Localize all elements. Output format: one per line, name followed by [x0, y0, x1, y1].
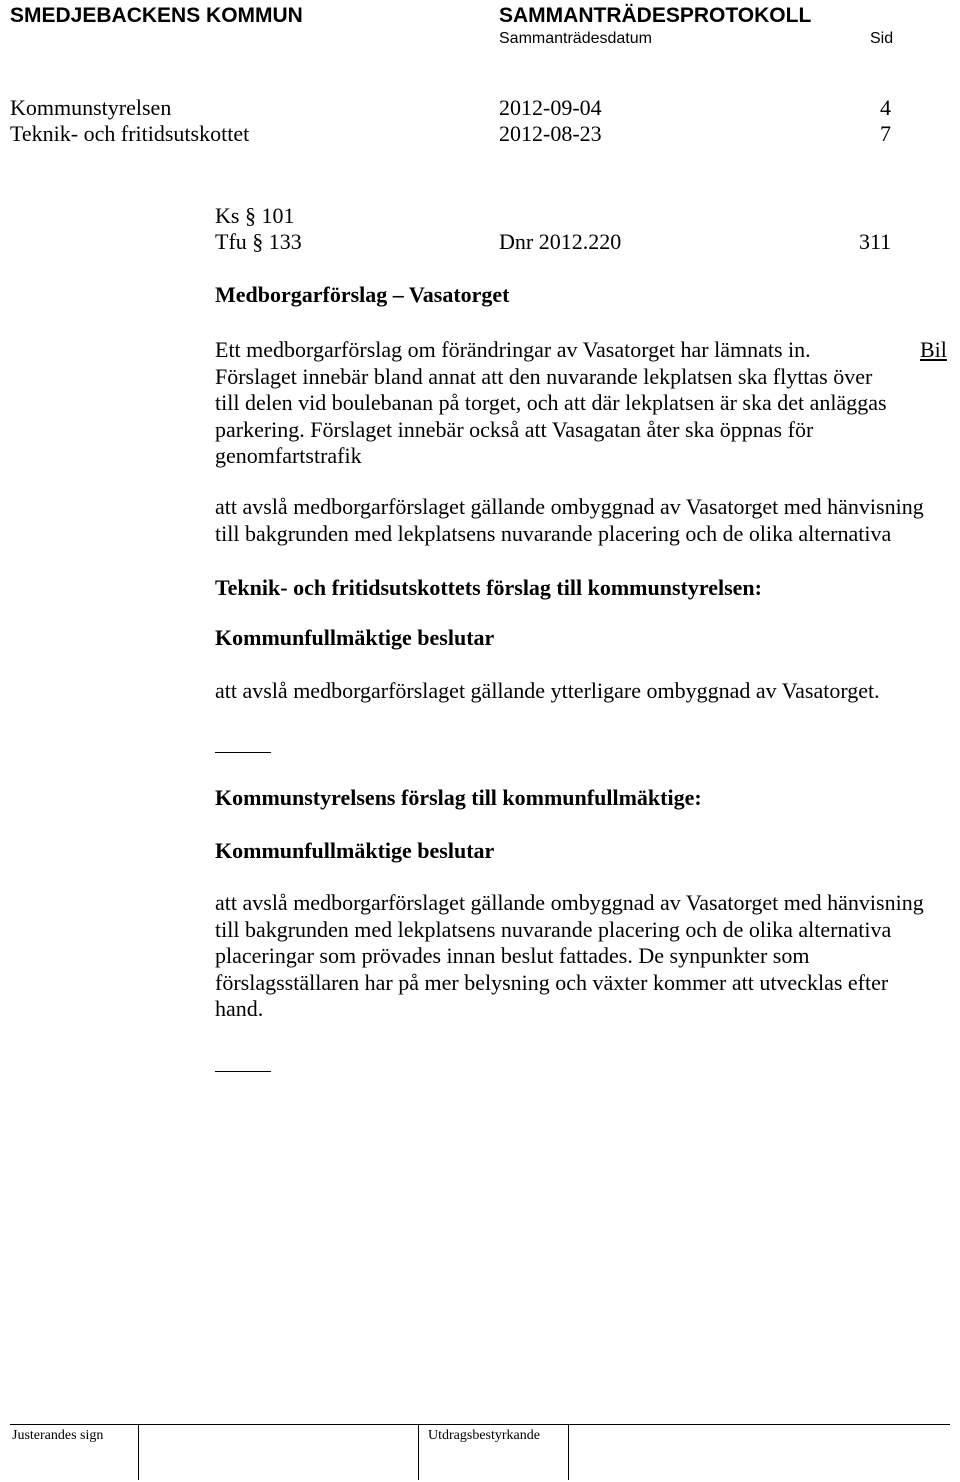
case-title: Medborgarförslag – Vasatorget	[215, 282, 510, 307]
paragraph-line: hand.	[215, 996, 264, 1021]
paragraph-line: att avslå medborgarförslaget gällande ombyggnad av Vasatorget med hänvisning	[215, 494, 924, 519]
intro-line: till delen vid boulebanan på torget, och att där lekplatsen är ska det anläggas	[215, 390, 887, 415]
case-code: 311	[859, 229, 892, 254]
municipality-name: SMEDJEBACKENS KOMMUN	[10, 4, 303, 27]
footer-divider	[568, 1424, 569, 1480]
meeting-body-1: Kommunstyrelsen	[10, 95, 172, 120]
kf-decides-heading-2: Kommunfullmäktige beslutar	[215, 838, 495, 863]
paragraph-line: att avslå medborgarförslaget gällande ombyggnad av Vasatorget med hänvisning	[215, 890, 924, 915]
certifier-label: Utdragsbestyrkande	[428, 1428, 540, 1443]
footer-divider	[138, 1424, 139, 1480]
footer-rule	[10, 1424, 950, 1425]
paragraph-line: förslagsställaren har på mer belysning och växter kommer att utvecklas efter	[215, 969, 889, 995]
separator-line	[215, 752, 271, 753]
meeting-body-2: Teknik- och fritidsutskottet	[10, 121, 250, 146]
intro-line: parkering. Förslaget innebär också att Vasagatan åter ska öppnas för	[215, 416, 814, 442]
signature-label: Justerandes sign	[12, 1428, 104, 1443]
meeting-page-2: 7	[880, 121, 891, 146]
tfu-paragraph-ref: Tfu § 133	[215, 229, 302, 254]
meeting-date-2: 2012-08-23	[499, 121, 602, 146]
tfu-decision-text: att avslå medborgarförslaget gällande ytterligare ombyggnad av Vasatorget.	[215, 678, 880, 703]
document-type: SAMMANTRÄDESPROTOKOLL	[499, 4, 812, 27]
intro-line: genomfartstrafik	[215, 443, 362, 468]
kf-decides-heading-1: Kommunfullmäktige beslutar	[215, 625, 495, 650]
paragraph-line: placeringar som prövades innan beslut fattades. De synpunkter som	[215, 943, 810, 968]
footer-divider	[418, 1424, 419, 1480]
intro-line: Ett medborgarförslag om förändringar av Vasatorget har lämnats in.	[215, 337, 811, 362]
ks-decision-paragraph	[215, 494, 950, 547]
tfu-proposal-heading: Teknik- och fritidsutskottets förslag till kommunstyrelsen:	[215, 575, 762, 600]
attachment-reference: Bil	[920, 337, 947, 362]
page-column-label: Sid	[870, 30, 894, 47]
paragraph-line: till bakgrunden med lekplatsens nuvarande placering och de olika alternativa	[215, 520, 892, 546]
meeting-date-1: 2012-09-04	[499, 95, 602, 120]
ks-final-decision-paragraph	[215, 890, 950, 1023]
diary-number: Dnr 2012.220	[499, 229, 622, 254]
separator-line	[215, 1071, 271, 1072]
paragraph-line: till bakgrunden med lekplatsens nuvarande placering och de olika alternativa	[215, 916, 892, 942]
ks-paragraph-ref: Ks § 101	[215, 203, 295, 228]
meeting-page-1: 4	[880, 95, 891, 120]
ks-proposal-heading: Kommunstyrelsens förslag till kommunfullmäktige:	[215, 785, 702, 810]
date-column-label: Sammanträdesdatum	[499, 30, 652, 47]
intro-paragraph	[215, 337, 950, 470]
intro-line: Förslaget innebär bland annat att den nuvarande lekplatsen ska flyttas över	[215, 363, 873, 389]
